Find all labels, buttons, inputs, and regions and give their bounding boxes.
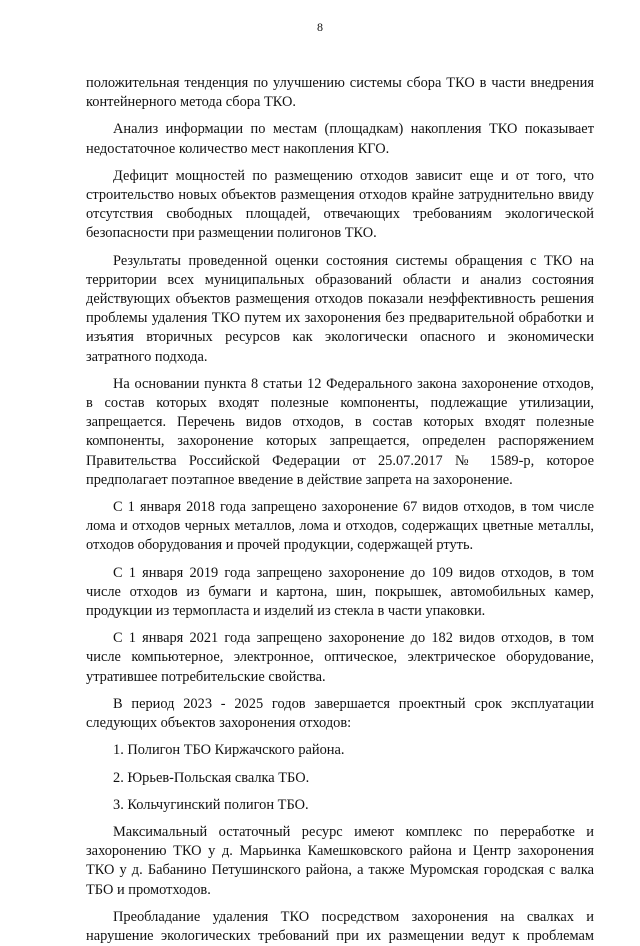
paragraph-period-2023-2025: В период 2023 - 2025 годов завершается проектный срок эксплуатации следующих объектов захоронения отходов: [86, 695, 594, 732]
paragraph-assessment-results: Результаты проведенной оценки состояния системы обращения с ТКО на территории всех муниципальных образований области и анализ состояния действующих объектов размещения отходов показали неэффективность решения проблемы удаления ТКО путем их захоронения без предварительной обработки и изъятия вторичных ресурсов как экологически опасного и экономически затратного подхода. [86, 252, 594, 365]
paragraph-remaining-capacity: Максимальный остаточный ресурс имеют комплекс по переработке и захоронению ТКО у д. Марьинка Камешковского района и Центр захоронения ТКО у д. Бабанино Петушинского района, а также Муромская городская с валка ТБО и промотходов. [86, 823, 594, 898]
paragraph-ban-2021: С 1 января 2021 года запрещено захоронение до 182 видов отходов, в том числе компьютерное, электронное, оптическое, электрическое оборудование, утратившее потребительские свойства. [86, 630, 594, 685]
paragraph-capacity-deficit: Дефицит мощностей по размещению отходов зависит еще и от того, что строительство новых объектов размещения отходов крайне затруднительно ввиду отсутствия свободных площадей, отвечающих требованиям экологической безопасности при размещении полигонов ТКО. [86, 167, 594, 242]
paragraph-ban-2019: С 1 января 2019 года запрещено захоронение до 109 видов отходов, в том числе отходов из бумаги и картона, шин, покрышек, автомобильных камер, продукции из термопласта и изделий из стекла в части упаковки. [86, 564, 594, 620]
page-number: 8 [317, 20, 323, 34]
paragraph-ban-2018: С 1 января 2018 года запрещено захоронение 67 видов отходов, в том числе лома и отходов черных металлов, лома и отходов, содержащих цветные металлы, отходов оборудования и прочей продукции, содержащей ртуть. [86, 499, 594, 554]
paragraph-kgo-analysis: Анализ информации по местам (площадкам) накопления ТКО показывает недостаточное количество мест накопления КГО. [86, 121, 594, 157]
list-item-kirzhach-landfill: 1. Полигон ТБО Киржачского района. [113, 742, 345, 759]
list-item-yuryev-polsky-dump: 2. Юрьев-Польская свалка ТБО. [113, 769, 310, 786]
paragraph-federal-law: На основании пункта 8 статьи 12 Федерального закона захоронение отходов, в состав которых входят полезные компоненты, подлежащие утилизации, запрещается. Перечень видов отходов, в состав которых входят полезные компоненты, захоронение которых запрещается, определен распоряжением Правительства Российской Федерации от 25.07.2017 № 1589-р, которое предполагает поэтапное введение в действие запрета на захоронение. [86, 375, 594, 488]
document-body [86, 74, 594, 946]
paragraph-continuation: положительная тенденция по улучшению системы сбора ТКО в части внедрения контейнерного метода сбора ТКО. [86, 75, 594, 111]
paragraph-landfill-predominance: Преобладание удаления ТКО посредством захоронения на свалках и нарушение экологических требований при их размещении ведут к проблемам [86, 908, 594, 944]
list-item-kolchugino-landfill: 3. Кольчугинский полигон ТБО. [113, 796, 309, 813]
